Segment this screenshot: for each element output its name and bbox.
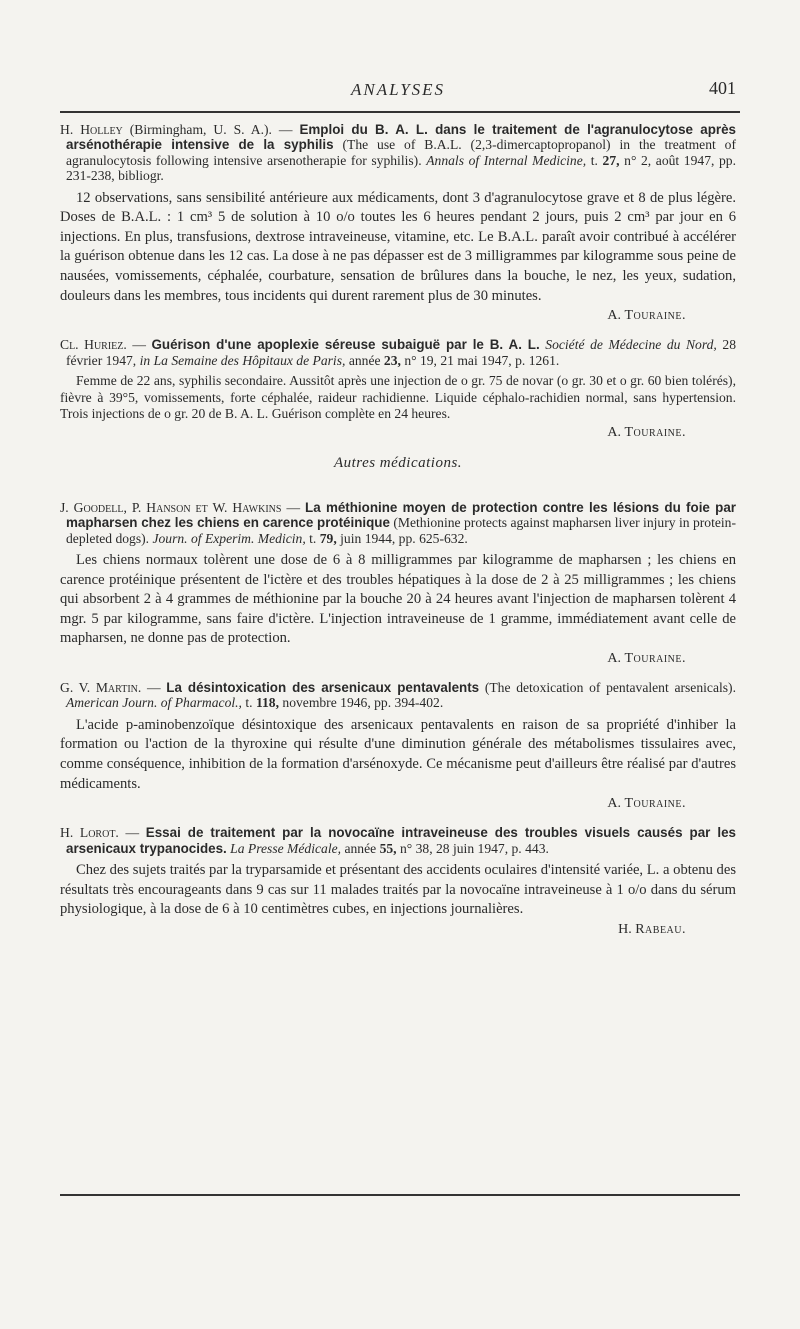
- reference: [60, 825, 736, 856]
- signature-name: Rabeau.: [635, 921, 686, 937]
- details-b: année: [348, 352, 381, 368]
- journal: American Journ. of Pharmacol.,: [66, 695, 242, 711]
- reference: [60, 680, 736, 711]
- signature-name: Touraine.: [624, 796, 686, 812]
- abstract-entry: [60, 122, 736, 324]
- details-a: 28 février 1947,: [66, 337, 736, 368]
- signature-name: Touraine.: [624, 424, 686, 440]
- volume-prefix: t.: [590, 152, 598, 168]
- volume: 23,: [383, 352, 401, 368]
- article-title: Essai de traitement par la novocaïne intraveineuse des troubles visuels causés par les arsenicaux trypanocides.: [66, 825, 736, 856]
- reference: [60, 122, 736, 184]
- article-title: Guérison d'une apoplexie séreuse subaiguë par le B. A. L.: [151, 337, 540, 353]
- journal: Annals of Internal Medicine,: [426, 152, 587, 168]
- section-heading: Autres médications.: [333, 454, 463, 471]
- summary: 12 observations, sans sensibilité antérieure aux médicaments, dont 3 d'agranulocytose grave et 8 de plus légère. Doses de B.A.L. : 1 cm³ 5 de solution à 10 o/o toutes les 6 heures pendant 2 jours, puis 2 cm³ par jour en 6 injections. En plus, transfusions, dextrose intraveineuse, vitamine, etc. Le B.A.L. paraît avoir contribué à accélérer la guérison obtenue dans les 12 cas. La dose à ne pas dépasser est de 3 milligrammes par kilogramme sous peine de nausées, vomissements, céphalée, courbature, sensation de brûlures dans la bouche, le nez, les yeux, sudation, douleurs dans les membres, tous incidents qui durent rarement plus de 30 minutes.: [60, 189, 736, 304]
- header-rule: [60, 111, 740, 113]
- summary: Les chiens normaux tolèrent une dose de 6 à 8 milligrammes par kilogramme de mapharsen ; les chiens en carence protéinique présentent de l'ictère et des troubles hépatiques à la dose de 2 à 25 milligrammes ; les chiens qui absorbent 2 à 4 grammes de méthionine par la bouche 20 à 24 heures avant l'injection de mapharsen tolèrent 4 mgr. 5 par kilogramme, sans faire d'ictère. L'injection intraveineuse de 1 gramme, immédiatement avant celle de mapharsen, ne donne pas de protection.: [60, 552, 736, 647]
- journal-b: in La Semaine des Hôpitaux de Paris,: [139, 352, 346, 368]
- affiliation: —: [286, 499, 301, 515]
- affiliation: —: [132, 337, 146, 353]
- signature-initial: A.: [607, 308, 621, 324]
- volume-prefix: t.: [245, 695, 253, 711]
- signature: [60, 651, 686, 667]
- footer-rule: [60, 1194, 740, 1196]
- volume: 55,: [379, 840, 397, 856]
- signature-name: Touraine.: [624, 650, 686, 666]
- author: H. Lorot.: [60, 825, 119, 841]
- signature-initial: A.: [607, 650, 621, 666]
- signature: [60, 796, 686, 812]
- reference: [60, 500, 736, 546]
- abstract-entry: [60, 825, 736, 938]
- page-number: 401: [709, 78, 736, 98]
- details: n° 38, 28 juin 1947, p. 443.: [399, 840, 549, 856]
- signature: [60, 425, 686, 441]
- details: n° 19, 21 mai 1947, p. 1261.: [404, 352, 560, 368]
- journal: La Presse Médicale,: [230, 840, 342, 856]
- details-a: année: [344, 840, 377, 856]
- reference: [60, 337, 736, 368]
- article-title: La méthionine moyen de protection contre les lésions du foie par mapharsen chez les chiens en carence protéinique: [66, 499, 736, 531]
- author: J. Goodell, P. Hanson et W. Hawkins: [60, 499, 282, 515]
- signature-name: Touraine.: [624, 308, 686, 324]
- summary: Chez des sujets traités par la tryparsamide et présentant des accidents oculaires d'intensité variée, L. a obtenu des résultats très encourageants dans 9 cas sur 11 malades traités par la novocaïne intraveineuse à 1 o/o dans du sérum physiologique, à la dose de 6 à 10 centimètres cubes, en injections journalières.: [60, 861, 736, 918]
- abstract-entry: [60, 500, 736, 667]
- volume: 79,: [319, 530, 337, 546]
- signature: [60, 308, 686, 324]
- article-title: La désintoxication des arsenicaux pentavalents: [166, 679, 480, 695]
- affiliation: (Birmingham, U. S. A.). —: [129, 122, 293, 137]
- abstract-entry: [60, 337, 736, 441]
- running-title: ANALYSES: [350, 80, 446, 99]
- affiliation: —: [125, 825, 140, 841]
- volume: 118,: [255, 695, 279, 711]
- volume: 27,: [602, 152, 620, 168]
- signature-initial: H.: [618, 921, 632, 937]
- details: n° 2, août 1947, pp. 231-238, bibliogr.: [66, 152, 736, 184]
- summary: Femme de 22 ans, syphilis secondaire. Aussitôt après une injection de o gr. 75 de novar (o gr. 30 et o gr. 60 bien tolérés), fièvre à 39°5, vomissements, forte céphalée, raideur rachidienne. Liquide céphalo-rachidien normal, sans hypertension. Trois injections de o gr. 20 de B. A. L. Guérison complète en 24 heures.: [60, 373, 736, 422]
- article-subtitle: (The detoxication of pentavalent arsenicals).: [484, 679, 736, 695]
- article-subtitle: (The use of B.A.L. (2,3-dimercaptopropanol) in the treatment of agranulocytosis following intensive arsenotherapie for syphilis).: [66, 137, 736, 168]
- abstract-entry: [60, 680, 736, 812]
- summary: L'acide p-aminobenzoïque désintoxique des arsenicaux pentavalents en raison de sa propriété d'inhiber la formation ou l'action de la thyroxine qui résulte d'une diminution générale des métabolismes tissulaires avec, comme conséquence, inhibition de la formation d'arsénoxyde. Ce mécanisme peut d'ailleurs être réalisé par d'autres médicaments.: [60, 716, 736, 792]
- signature: [60, 922, 686, 938]
- signature-initial: A.: [607, 796, 621, 812]
- running-head: [60, 78, 736, 102]
- article-list: [60, 122, 736, 951]
- author: H. Holley: [60, 122, 123, 137]
- signature-initial: A.: [607, 424, 621, 440]
- article-title: Emploi du B. A. L. dans le traitement de l'agranulocytose après arsénothérapie intensive de la syphilis: [66, 122, 736, 153]
- journal: Journ. of Experim. Medicin,: [152, 530, 306, 546]
- affiliation: —: [146, 679, 161, 695]
- journal: Société de Médecine du Nord,: [545, 337, 717, 353]
- volume-prefix: t.: [309, 530, 317, 546]
- details: juin 1944, pp. 625-632.: [340, 530, 468, 546]
- author: Cl. Huriez.: [60, 337, 127, 353]
- author: G. V. Martin.: [60, 679, 142, 695]
- article-subtitle: (Methionine protects against mapharsen liver injury in protein-depleted dogs).: [66, 515, 736, 546]
- details: novembre 1946, pp. 394-402.: [282, 695, 444, 711]
